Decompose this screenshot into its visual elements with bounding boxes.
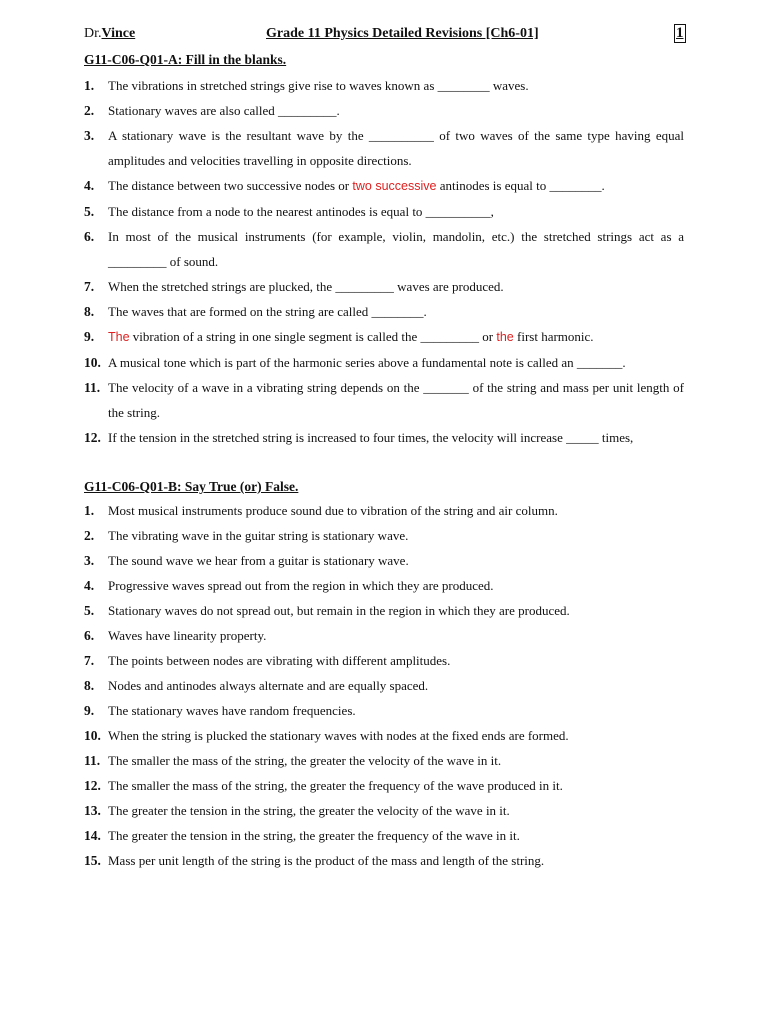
item-number: 1.: [84, 503, 95, 518]
item-text: The greater the tension in the string, the greater the velocity of the wave in it.: [108, 803, 510, 818]
list-item: [84, 698, 684, 723]
item-text: When the string is plucked the stationary waves with nodes at the fixed ends are formed.: [108, 728, 569, 743]
item-number: 3.: [84, 553, 95, 568]
list-item: [84, 548, 684, 573]
item-text: The stationary waves have random frequencies.: [108, 703, 356, 718]
section-a-heading: G11-C06-Q01-A: Fill in the blanks.: [84, 52, 287, 67]
item-text-part: first harmonic.: [513, 329, 594, 344]
list-item: [84, 350, 684, 375]
item-number: 8.: [84, 304, 95, 319]
item-text: The vibrations in stretched strings give rise to waves known as ________ waves.: [108, 78, 529, 93]
list-item: [84, 274, 684, 299]
item-text: The vibrating wave in the guitar string is stationary wave.: [108, 528, 409, 543]
section-a-list: [84, 73, 684, 450]
item-number: 7.: [84, 279, 95, 294]
item-number: 12.: [84, 778, 101, 793]
item-number: 2.: [84, 103, 95, 118]
item-text-part: vibration of a string in one single segment is called the _________ or: [129, 329, 497, 344]
item-number: 10.: [84, 355, 101, 370]
item-text-part: The distance between two successive nodes or: [108, 178, 353, 193]
item-number: 2.: [84, 528, 95, 543]
highlighted-text: the: [496, 330, 514, 344]
item-number: 12.: [84, 430, 101, 445]
item-number: 13.: [84, 803, 101, 818]
list-item: [84, 798, 684, 823]
item-number: 1.: [84, 78, 95, 93]
item-text: The greater the tension in the string, the greater the frequency of the wave in it.: [108, 828, 520, 843]
item-text: When the stretched strings are plucked, the _________ waves are produced.: [108, 279, 504, 294]
list-item: [84, 123, 684, 173]
item-number: 11.: [84, 753, 101, 768]
list-item: [84, 98, 684, 123]
item-text: Stationary waves do not spread out, but remain in the region in which they are produced.: [108, 603, 570, 618]
list-item: [84, 573, 684, 598]
list-item: [84, 173, 684, 199]
item-text: Mass per unit length of the string is the product of the mass and length of the string.: [108, 853, 545, 868]
list-item: [84, 673, 684, 698]
list-item: [84, 224, 684, 274]
item-number: 7.: [84, 653, 95, 668]
list-item: [84, 299, 684, 324]
item-text: Nodes and antinodes always alternate and are equally spaced.: [108, 678, 429, 693]
list-item: [84, 623, 684, 648]
item-text: Stationary waves are also called _________.: [108, 103, 340, 118]
author-name: Vince: [101, 26, 136, 41]
list-item: [84, 73, 684, 98]
item-text: The velocity of a wave in a vibrating string depends on the _______ of the string and mass per unit length of the string.: [108, 380, 684, 420]
list-item: [84, 773, 684, 798]
item-text: The distance from a node to the nearest antinodes is equal to __________,: [108, 204, 494, 219]
item-text: The sound wave we hear from a guitar is stationary wave.: [108, 553, 409, 568]
item-number: 9.: [84, 703, 95, 718]
item-text: Most musical instruments produce sound due to vibration of the string and air column.: [108, 503, 558, 518]
highlighted-text: two successive: [352, 179, 437, 193]
item-text: Waves have linearity property.: [108, 628, 267, 643]
item-number: 9.: [84, 329, 95, 344]
section-b-heading: G11-C06-Q01-B: Say True (or) False.: [84, 479, 299, 494]
item-number: 6.: [84, 229, 95, 244]
item-number: 11.: [84, 380, 101, 395]
list-item: [84, 324, 684, 350]
page-header: [84, 24, 684, 46]
list-item: [84, 375, 684, 425]
item-number: 4.: [84, 578, 95, 593]
list-item: [84, 723, 684, 748]
item-text: The waves that are formed on the string are called ________.: [108, 304, 427, 319]
item-text: The points between nodes are vibrating with different amplitudes.: [108, 653, 451, 668]
highlighted-text: The: [108, 330, 130, 344]
list-item: [84, 748, 684, 773]
list-item: [84, 598, 684, 623]
item-text: In most of the musical instruments (for example, violin, mandolin, etc.) the stretched strings act as a _________ of sound.: [108, 229, 684, 269]
item-number: 3.: [84, 128, 95, 143]
author-prefix: Dr.: [84, 26, 102, 41]
list-item: [84, 498, 684, 523]
list-item: [84, 425, 684, 450]
item-text-part: antinodes is equal to ________.: [436, 178, 605, 193]
section-b-list: [84, 498, 684, 873]
item-number: 14.: [84, 828, 101, 843]
item-number: 15.: [84, 853, 101, 868]
page-number: 1: [676, 25, 684, 41]
list-item: [84, 648, 684, 673]
item-text: A musical tone which is part of the harmonic series above a fundamental note is called an _______.: [108, 355, 626, 370]
author: [84, 26, 135, 42]
item-text: A stationary wave is the resultant wave by the __________ of two waves of the same type having equal amplitudes and velocities travelling in opposite directions.: [108, 128, 684, 168]
list-item: [84, 848, 684, 873]
item-text: Progressive waves spread out from the region in which they are produced.: [108, 578, 494, 593]
list-item: [84, 199, 684, 224]
list-item: [84, 823, 684, 848]
item-text: The smaller the mass of the string, the greater the frequency of the wave produced in it.: [108, 778, 563, 793]
item-number: 6.: [84, 628, 95, 643]
item-text: The smaller the mass of the string, the greater the velocity of the wave in it.: [108, 753, 502, 768]
item-number: 5.: [84, 603, 95, 618]
item-text: If the tension in the stretched string is increased to four times, the velocity will increase _____ times,: [108, 430, 634, 445]
list-item: [84, 523, 684, 548]
item-number: 5.: [84, 204, 95, 219]
item-number: 4.: [84, 178, 95, 193]
item-number: 8.: [84, 678, 95, 693]
item-number: 10.: [84, 728, 101, 743]
document-title: Grade 11 Physics Detailed Revisions [Ch6-01]: [266, 26, 539, 41]
